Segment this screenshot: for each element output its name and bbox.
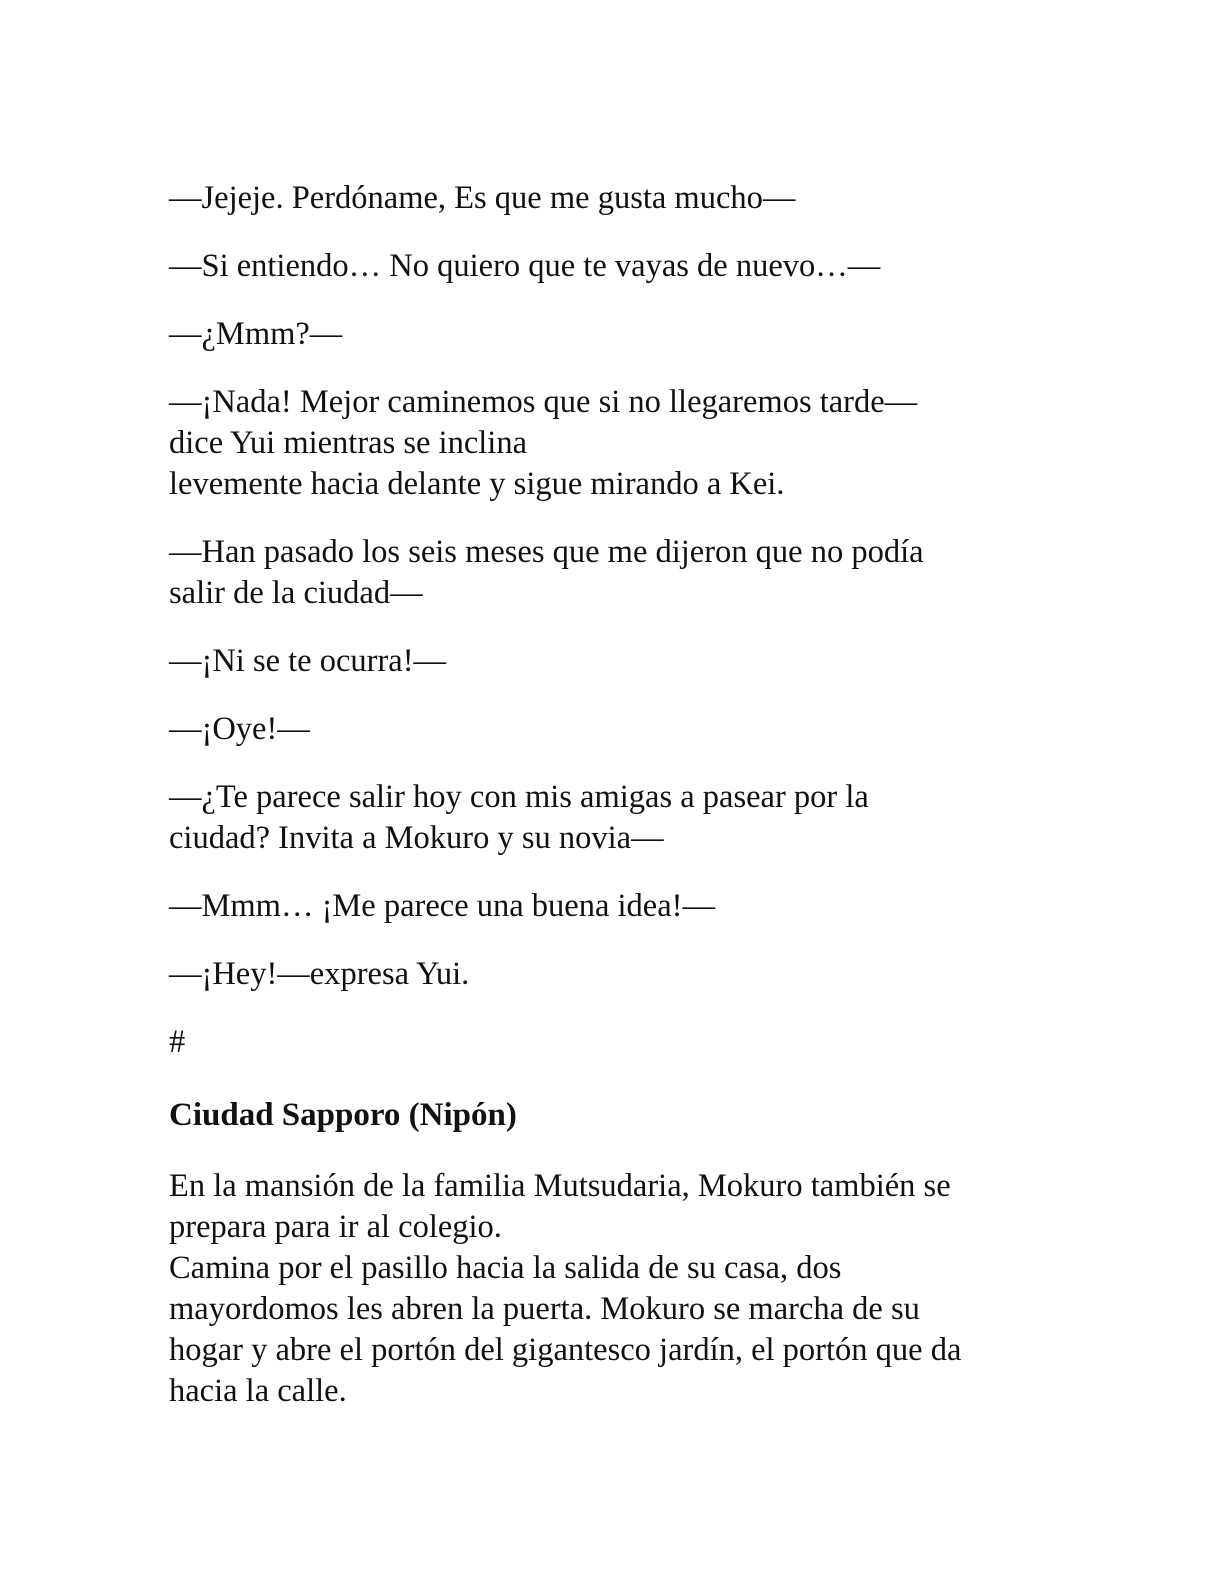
section-heading: Ciudad Sapporo (Nipón) xyxy=(169,1097,517,1133)
dialogue-paragraph: —¿Mmm?— xyxy=(169,316,343,352)
dialogue-paragraph: —Han pasado los seis meses que me dijeron que no podía salir de la ciudad— xyxy=(169,534,924,611)
document-page xyxy=(169,178,1069,1439)
scene-separator: # xyxy=(169,1024,186,1060)
dialogue-paragraph: —¡Oye!— xyxy=(169,711,310,747)
dialogue-paragraph: —Jejeje. Perdóname, Es que me gusta mucho— xyxy=(169,180,796,216)
dialogue-paragraph: —¡Hey!—expresa Yui. xyxy=(169,956,470,992)
narrative-paragraph: En la mansión de la familia Mutsudaria, Mokuro también se prepara para ir al colegio. Camina por el pasillo hacia la salida de su casa, dos mayordomos les abren la puerta. Mokuro se marcha de su hogar y abre el portón del gigantesco jardín, el portón que da hacia la calle. xyxy=(169,1168,962,1409)
dialogue-paragraph: —Mmm… ¡Me parece una buena idea!— xyxy=(169,888,715,924)
dialogue-paragraph: —Si entiendo… No quiero que te vayas de nuevo…— xyxy=(169,248,881,284)
dialogue-paragraph: —¡Nada! Mejor caminemos que si no llegaremos tarde— dice Yui mientras se inclina levemente hacia delante y sigue mirando a Kei. xyxy=(169,384,918,502)
dialogue-paragraph: —¡Ni se te ocurra!— xyxy=(169,643,447,679)
dialogue-paragraph: —¿Te parece salir hoy con mis amigas a pasear por la ciudad? Invita a Mokuro y su novia— xyxy=(169,779,869,856)
